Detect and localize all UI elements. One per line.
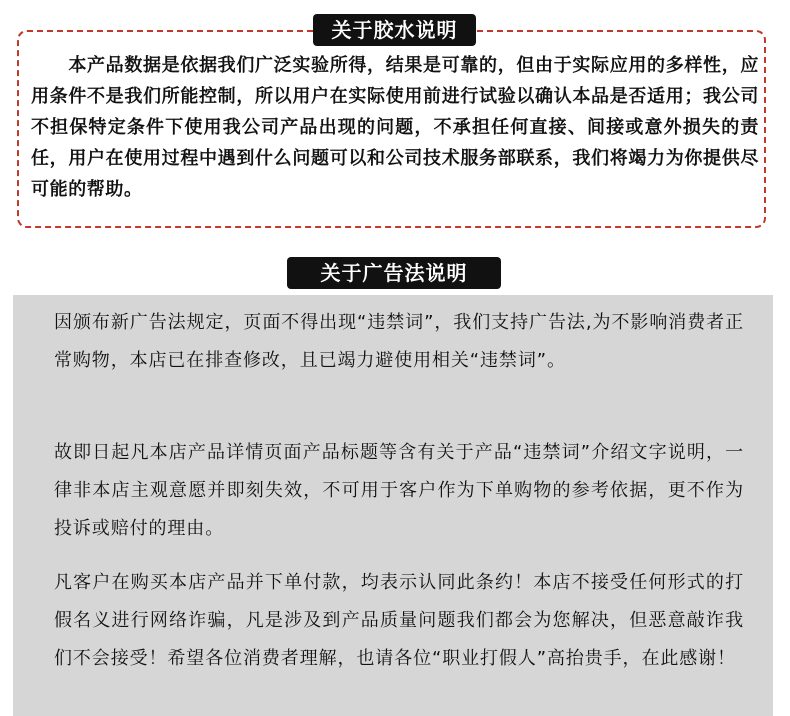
- glue-notice-text: 本产品数据是依据我们广泛实验所得，结果是可靠的，但由于实际应用的多样性，应用条件不是我们所能控制，所以用户在实际使用前进行试验以确认本品是否适用；我公司不担保特定条件下使用我公司产品出现的问题，不承担任何直接、间接或意外损失的责任，用户在使用过程中遇到什么问题可以和公司技术服务部联系，我们将竭力为你提供尽可能的帮助。: [31, 55, 759, 200]
- ad-law-paragraph-3: 凡客户在购买本店产品并下单付款，均表示认同此条约！本店不接受任何形式的打假名义进行网络诈骗，凡是涉及到产品质量问题我们都会为您解决，但恶意敲诈我们不会接受！希望各位消费者理解，也请各位“职业打假人”高抬贵手，在此感谢！: [54, 572, 744, 669]
- ad-law-section-title: 关于广告法说明: [287, 257, 501, 289]
- ad-law-paragraph-1: 因颁布新广告法规定，页面不得出现“违禁词”，我们支持广告法,为不影响消费者正常购物，本店已在排查修改，且已竭力避使用相关“违禁词”。: [54, 312, 744, 371]
- glue-section-title: 关于胶水说明: [313, 14, 476, 46]
- ad-law-paragraph-2: 故即日起凡本店产品详情页面产品标题等含有关于产品“违禁词”介绍文字说明，一律非本店主观意愿并即刻失效，不可用于客户作为下单购物的参考依据，更不作为投诉或赔付的理由。: [54, 442, 744, 539]
